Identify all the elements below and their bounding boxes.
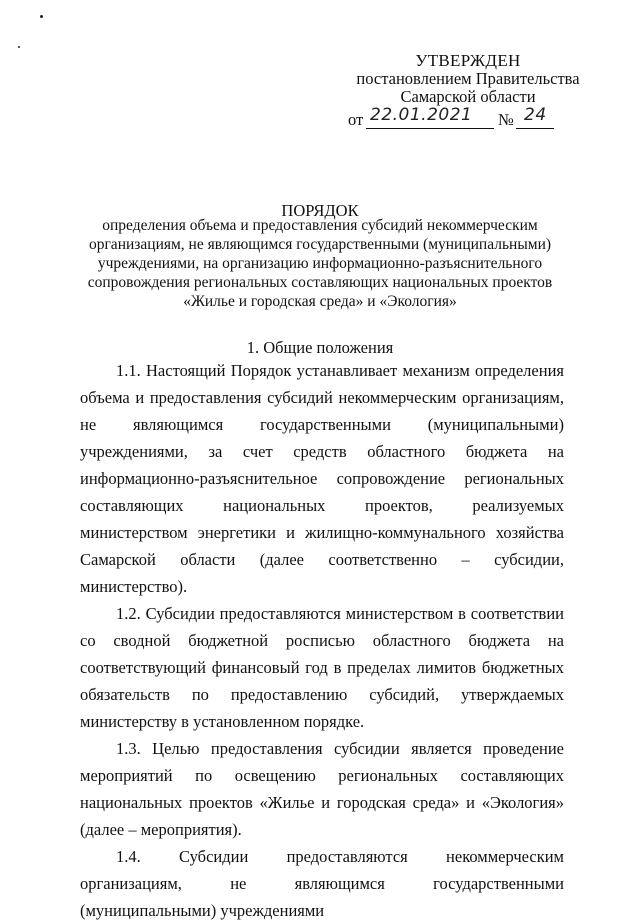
number-prefix: № <box>498 110 514 129</box>
paragraph-1-2: 1.2. Субсидии предоставляются министерством в соответствии со сводной бюджетной росписью областного бюджета на соответствующий финансовый год в пределах лимитов бюджетных обязательств по предоставлению субсидий, утверждаемых министерству в установленном порядке. <box>80 604 564 731</box>
paragraph-1-1: 1.1. Настоящий Порядок устанавливает механизм определения объема и предоставления субсидий некоммерческим организациям, не являющимся государственными (муниципальными) учреждениями, за счет средств областного бюджета на информационно-разъяснительное сопровождение региональных составляющих национальных проектов, реализуемых министерством энергетики и жилищно-коммунального хозяйства Самарской области (далее соответственно – субсидии, министерство). <box>80 361 564 596</box>
scan-speck <box>18 46 20 48</box>
number-underline <box>516 128 554 129</box>
scan-speck <box>40 15 43 18</box>
document-title: ПОРЯДОК <box>281 201 359 220</box>
section-heading: 1. Общие положения <box>246 338 394 357</box>
handwritten-date: 22.01.2021 <box>370 105 473 125</box>
paragraph-1-3: 1.3. Целью предоставления субсидии является проведение мероприятий по освещению региональных составляющих национальных проектов «Жилье и городская среда» и «Экология» (далее – мероприятия). <box>80 739 564 839</box>
approval-line-2: Самарской области <box>400 87 536 106</box>
paragraph-1-4: 1.4. Субсидии предоставляются некоммерческим организациям, не являющимся государственными (муниципальными) учреждениями <box>80 847 564 920</box>
body-text <box>80 357 564 924</box>
approval-line-1: постановлением Правительства <box>356 69 580 88</box>
approval-block <box>348 52 588 133</box>
handwritten-number: 24 <box>524 105 547 125</box>
date-prefix: от <box>348 110 364 129</box>
approval-title: УТВЕРЖДЕН <box>415 51 521 70</box>
date-underline <box>366 128 494 129</box>
document-subtitle: определения объема и предоставления субсидий некоммерческим организациям, не являющимся государственными (муниципальными) учреждениями, на организацию информационно-разъяснительного сопровождения региональных составляющих национальных проектов «Жилье и городская среда» и «Экология» <box>87 217 553 310</box>
approval-date-line <box>348 105 588 133</box>
